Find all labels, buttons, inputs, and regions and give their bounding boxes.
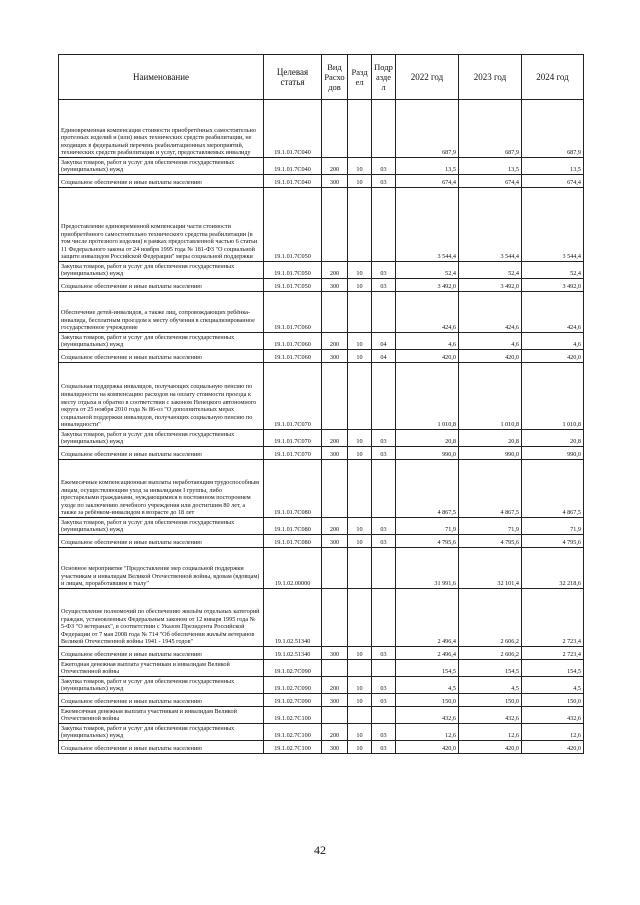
cell-2024: 4,6 xyxy=(522,333,584,350)
cell-section: 10 xyxy=(348,333,372,350)
cell-name: Основное мероприятие "Предоставление мер социальной поддержки участникам и инвалидам Великой Отечественной войны, вдовам (вдовцам) и лицам, проработавшим в тылу" xyxy=(59,548,264,589)
cell-name: Единовременная компенсация стоимости приобретённых самостоятельно протезных изделий и (или) иных технических средств реабилитации, не входящих в федеральный перечень реабилитационных мероприятий, технических средств реабилитации и услуг, предоставляемых инвалиду xyxy=(59,100,264,158)
cell-subsection: 03 xyxy=(372,677,396,694)
cell-2023: 687,9 xyxy=(459,100,522,158)
cell-section: 10 xyxy=(348,158,372,175)
cell-target: 19.1.02.7С100 xyxy=(264,724,322,741)
cell-target: 19.1.02.7С100 xyxy=(264,741,322,754)
table-row xyxy=(59,279,584,292)
cell-target: 19.1.01.7С080 xyxy=(264,518,322,535)
cell-2022: 2 496,4 xyxy=(396,647,459,660)
cell-expense-type xyxy=(322,589,348,647)
cell-2024: 432,6 xyxy=(522,707,584,724)
cell-2023: 1 010,8 xyxy=(459,363,522,430)
cell-section: 10 xyxy=(348,741,372,754)
cell-2022: 71,9 xyxy=(396,518,459,535)
cell-expense-type xyxy=(322,363,348,430)
table-row xyxy=(59,188,584,262)
cell-section: 10 xyxy=(348,694,372,707)
cell-2024: 13,5 xyxy=(522,158,584,175)
cell-subsection xyxy=(372,292,396,333)
cell-name: Закупка товаров, работ и услуг для обеспечения государственных (муниципальных) нужд xyxy=(59,262,264,279)
cell-name: Закупка товаров, работ и услуг для обеспечения государственных (муниципальных) нужд xyxy=(59,677,264,694)
cell-name: Осуществление полномочий по обеспечению жильём отдельных категорий граждан, установленных Федеральным законом от 12 января 1995 года № 5-ФЗ "О ветеранах", в соответствии с Указом Президента Российской Федерации от 7 мая 2008 года № 714 "Об обеспечении жильём ветеранов Великой Отечественной войны 1941 - 1945 годов" xyxy=(59,589,264,647)
cell-target: 19.1.02.00000 xyxy=(264,548,322,589)
cell-2024: 2 723,4 xyxy=(522,647,584,660)
cell-name: Ежемесячная денежная выплата участникам и инвалидам Великой Отечественной войны xyxy=(59,707,264,724)
cell-target: 19.1.01.7С050 xyxy=(264,262,322,279)
cell-2022: 990,0 xyxy=(396,447,459,460)
cell-subsection xyxy=(372,460,396,518)
cell-section xyxy=(348,460,372,518)
cell-2022: 3 544,4 xyxy=(396,188,459,262)
cell-2023: 32 101,4 xyxy=(459,548,522,589)
table-row xyxy=(59,694,584,707)
cell-2022: 420,0 xyxy=(396,350,459,363)
cell-name: Ежегодная денежная выплата участникам и инвалидам Великой Отечественной войны xyxy=(59,660,264,677)
page-number: 42 xyxy=(314,843,326,857)
cell-expense-type xyxy=(322,660,348,677)
cell-expense-type: 200 xyxy=(322,333,348,350)
table-row xyxy=(59,518,584,535)
cell-name: Обеспечение детей-инвалидов, а также лиц, сопровождающих ребёнка-инвалида, бесплатным проездом к месту обучения в специализированное государственное учреждение xyxy=(59,292,264,333)
cell-2022: 20,8 xyxy=(396,430,459,447)
cell-name: Социальное обеспечение и иные выплаты населению xyxy=(59,175,264,188)
cell-2022: 432,6 xyxy=(396,707,459,724)
cell-2024: 687,9 xyxy=(522,100,584,158)
cell-2023: 13,5 xyxy=(459,158,522,175)
cell-target: 19.1.01.7С080 xyxy=(264,460,322,518)
cell-2023: 420,0 xyxy=(459,741,522,754)
cell-subsection: 03 xyxy=(372,430,396,447)
cell-2024: 420,0 xyxy=(522,741,584,754)
cell-expense-type xyxy=(322,548,348,589)
cell-2022: 687,9 xyxy=(396,100,459,158)
cell-2022: 420,0 xyxy=(396,741,459,754)
cell-expense-type xyxy=(322,100,348,158)
cell-subsection: 03 xyxy=(372,262,396,279)
cell-2023: 674,4 xyxy=(459,175,522,188)
table-row xyxy=(59,460,584,518)
cell-subsection: 03 xyxy=(372,158,396,175)
cell-name: Предоставление единовременной компенсации части стоимости приобретённого самостоятельно технического средства реабилитации (в том числе протезного изделия) в рамках предоставленной частью 6 статьи 11 Федерального закона от 24 ноября 1995 года № 181-ФЗ "О социальной защите инвалидов Российской Федерации" меры социальной поддержки xyxy=(59,188,264,262)
header-target: Целевая статья xyxy=(264,55,322,100)
cell-2023: 12,6 xyxy=(459,724,522,741)
cell-2022: 4,6 xyxy=(396,333,459,350)
cell-2022: 1 010,8 xyxy=(396,363,459,430)
cell-2024: 32 218,6 xyxy=(522,548,584,589)
cell-2023: 4,5 xyxy=(459,677,522,694)
cell-2024: 4,5 xyxy=(522,677,584,694)
cell-section xyxy=(348,363,372,430)
cell-2022: 52,4 xyxy=(396,262,459,279)
cell-2022: 3 492,0 xyxy=(396,279,459,292)
cell-section xyxy=(348,548,372,589)
cell-section: 10 xyxy=(348,262,372,279)
cell-expense-type xyxy=(322,292,348,333)
header-2023: 2023 год xyxy=(459,55,522,100)
cell-expense-type: 200 xyxy=(322,262,348,279)
cell-subsection xyxy=(372,589,396,647)
cell-subsection: 03 xyxy=(372,647,396,660)
cell-2023: 154,5 xyxy=(459,660,522,677)
cell-section: 10 xyxy=(348,430,372,447)
cell-target: 19.1.01.7С080 xyxy=(264,535,322,548)
cell-2024: 3 544,4 xyxy=(522,188,584,262)
cell-name: Социальное обеспечение и иные выплаты населению xyxy=(59,694,264,707)
cell-section xyxy=(348,707,372,724)
cell-2022: 13,5 xyxy=(396,158,459,175)
cell-target: 19.1.02.7С090 xyxy=(264,677,322,694)
table-row xyxy=(59,535,584,548)
cell-2023: 3 544,4 xyxy=(459,188,522,262)
cell-expense-type: 200 xyxy=(322,724,348,741)
cell-section xyxy=(348,660,372,677)
table-row xyxy=(59,430,584,447)
cell-expense-type: 300 xyxy=(322,447,348,460)
cell-2024: 52,4 xyxy=(522,262,584,279)
cell-2023: 2 606,2 xyxy=(459,589,522,647)
table-row xyxy=(59,350,584,363)
cell-name: Социальное обеспечение и иные выплаты населению xyxy=(59,447,264,460)
cell-section xyxy=(348,589,372,647)
cell-expense-type: 300 xyxy=(322,694,348,707)
table-row xyxy=(59,647,584,660)
cell-subsection xyxy=(372,188,396,262)
cell-section: 10 xyxy=(348,677,372,694)
cell-2024: 990,0 xyxy=(522,447,584,460)
cell-section xyxy=(348,292,372,333)
cell-target: 19.1.01.7С060 xyxy=(264,333,322,350)
cell-name: Социальное обеспечение и иные выплаты населению xyxy=(59,350,264,363)
cell-subsection xyxy=(372,363,396,430)
cell-name: Закупка товаров, работ и услуг для обеспечения государственных (муниципальных) нужд xyxy=(59,333,264,350)
table-row xyxy=(59,292,584,333)
cell-expense-type: 200 xyxy=(322,158,348,175)
cell-expense-type: 300 xyxy=(322,175,348,188)
cell-section: 10 xyxy=(348,518,372,535)
cell-target: 19.1.02.7С100 xyxy=(264,707,322,724)
cell-expense-type: 200 xyxy=(322,518,348,535)
cell-target: 19.1.01.7С070 xyxy=(264,430,322,447)
cell-2024: 4 795,6 xyxy=(522,535,584,548)
cell-subsection: 03 xyxy=(372,175,396,188)
cell-name: Социальное обеспечение и иные выплаты населению xyxy=(59,279,264,292)
cell-section: 10 xyxy=(348,535,372,548)
cell-expense-type: 200 xyxy=(322,430,348,447)
cell-name: Социальное обеспечение и иные выплаты населению xyxy=(59,741,264,754)
cell-expense-type: 300 xyxy=(322,350,348,363)
cell-name: Ежемесячные компенсационные выплаты неработающим трудоспособным лицам, осуществляющим уход за инвалидами I группы, либо престарелыми гражданами, нуждающимися в постоянном постороннем уходе по заключению лечебного учреждения или достигшим 80 лет, а также за ребёнком-инвалидом в возрасте до 18 лет xyxy=(59,460,264,518)
cell-target: 19.1.01.7С060 xyxy=(264,350,322,363)
cell-target: 19.1.01.7С050 xyxy=(264,279,322,292)
cell-target: 19.1.02.51340 xyxy=(264,647,322,660)
cell-2023: 990,0 xyxy=(459,447,522,460)
cell-target: 19.1.01.7С040 xyxy=(264,175,322,188)
cell-2022: 2 496,4 xyxy=(396,589,459,647)
table-row xyxy=(59,100,584,158)
table-row xyxy=(59,589,584,647)
cell-2023: 4 867,5 xyxy=(459,460,522,518)
cell-section: 10 xyxy=(348,279,372,292)
header-section: Разд ел xyxy=(348,55,372,100)
table-row xyxy=(59,548,584,589)
cell-expense-type xyxy=(322,188,348,262)
cell-2023: 424,6 xyxy=(459,292,522,333)
cell-name: Закупка товаров, работ и услуг для обеспечения государственных (муниципальных) нужд xyxy=(59,430,264,447)
cell-2022: 4 795,6 xyxy=(396,535,459,548)
cell-subsection: 03 xyxy=(372,518,396,535)
header-2022: 2022 год xyxy=(396,55,459,100)
cell-target: 19.1.01.7С040 xyxy=(264,100,322,158)
cell-2023: 4 795,6 xyxy=(459,535,522,548)
cell-2023: 2 606,2 xyxy=(459,647,522,660)
cell-2024: 4 867,5 xyxy=(522,460,584,518)
cell-2024: 420,0 xyxy=(522,350,584,363)
cell-2022: 150,0 xyxy=(396,694,459,707)
cell-2024: 20,8 xyxy=(522,430,584,447)
table-body xyxy=(59,100,584,754)
cell-target: 19.1.01.7С070 xyxy=(264,363,322,430)
cell-2023: 432,6 xyxy=(459,707,522,724)
cell-2024: 424,6 xyxy=(522,292,584,333)
table-row xyxy=(59,707,584,724)
cell-target: 19.1.02.7С090 xyxy=(264,694,322,707)
table-row xyxy=(59,363,584,430)
header-name: Наименование xyxy=(59,55,264,100)
cell-subsection xyxy=(372,660,396,677)
cell-name: Социальная поддержка инвалидов, получающих социальную пенсию по инвалидности на компенсацию расходов на оплату стоимости проезда к месту отдыха и обратно в соответствии с законом Ненецкого автономного округа от 25 ноября 2010 года № 86-оз "О дополнительных мерах социальной поддержки инвалидов, получающих социальную пенсию по инвалидности" xyxy=(59,363,264,430)
table-row xyxy=(59,447,584,460)
cell-section xyxy=(348,100,372,158)
table-row xyxy=(59,333,584,350)
cell-section: 10 xyxy=(348,447,372,460)
table-row xyxy=(59,660,584,677)
cell-subsection: 03 xyxy=(372,694,396,707)
cell-subsection: 03 xyxy=(372,535,396,548)
cell-subsection: 03 xyxy=(372,447,396,460)
header-2024: 2024 год xyxy=(522,55,584,100)
cell-2024: 154,5 xyxy=(522,660,584,677)
cell-expense-type: 300 xyxy=(322,647,348,660)
cell-target: 19.1.01.7С040 xyxy=(264,158,322,175)
cell-2023: 71,9 xyxy=(459,518,522,535)
cell-name: Социальное обеспечение и иные выплаты населению xyxy=(59,647,264,660)
cell-section: 10 xyxy=(348,647,372,660)
cell-name: Социальное обеспечение и иные выплаты населению xyxy=(59,535,264,548)
cell-2022: 674,4 xyxy=(396,175,459,188)
cell-subsection xyxy=(372,100,396,158)
cell-2023: 4,6 xyxy=(459,333,522,350)
cell-target: 19.1.02.7С090 xyxy=(264,660,322,677)
cell-2022: 154,5 xyxy=(396,660,459,677)
cell-section: 10 xyxy=(348,724,372,741)
cell-subsection: 04 xyxy=(372,333,396,350)
cell-target: 19.1.01.7С050 xyxy=(264,188,322,262)
cell-2024: 3 492,0 xyxy=(522,279,584,292)
cell-2022: 4 867,5 xyxy=(396,460,459,518)
cell-2024: 150,0 xyxy=(522,694,584,707)
cell-subsection xyxy=(372,707,396,724)
cell-2024: 1 010,8 xyxy=(522,363,584,430)
cell-2023: 150,0 xyxy=(459,694,522,707)
header-subsection: Подр азде л xyxy=(372,55,396,100)
table-row xyxy=(59,262,584,279)
table-row xyxy=(59,741,584,754)
cell-2024: 674,4 xyxy=(522,175,584,188)
cell-2022: 31 991,6 xyxy=(396,548,459,589)
cell-2024: 2 723,4 xyxy=(522,589,584,647)
table-row xyxy=(59,724,584,741)
cell-expense-type: 300 xyxy=(322,279,348,292)
cell-2023: 52,4 xyxy=(459,262,522,279)
table-row xyxy=(59,158,584,175)
table-row xyxy=(59,677,584,694)
cell-name: Закупка товаров, работ и услуг для обеспечения государственных (муниципальных) нужд xyxy=(59,724,264,741)
cell-expense-type: 200 xyxy=(322,677,348,694)
cell-expense-type xyxy=(322,707,348,724)
cell-2023: 20,8 xyxy=(459,430,522,447)
cell-2022: 12,6 xyxy=(396,724,459,741)
header-expense-type: Вид Расхо дов xyxy=(322,55,348,100)
cell-subsection: 04 xyxy=(372,350,396,363)
cell-subsection: 03 xyxy=(372,279,396,292)
cell-section xyxy=(348,188,372,262)
cell-subsection: 03 xyxy=(372,724,396,741)
cell-2022: 4,5 xyxy=(396,677,459,694)
cell-expense-type: 300 xyxy=(322,535,348,548)
cell-2024: 12,6 xyxy=(522,724,584,741)
cell-2023: 3 492,0 xyxy=(459,279,522,292)
cell-expense-type: 300 xyxy=(322,741,348,754)
table-row xyxy=(59,175,584,188)
cell-2022: 424,6 xyxy=(396,292,459,333)
cell-subsection: 03 xyxy=(372,741,396,754)
cell-2024: 71,9 xyxy=(522,518,584,535)
budget-table xyxy=(58,54,584,754)
cell-target: 19.1.01.7С060 xyxy=(264,292,322,333)
table-header-row xyxy=(59,55,584,100)
cell-subsection xyxy=(372,548,396,589)
cell-target: 19.1.01.7С070 xyxy=(264,447,322,460)
cell-2023: 420,0 xyxy=(459,350,522,363)
cell-name: Закупка товаров, работ и услуг для обеспечения государственных (муниципальных) нужд xyxy=(59,158,264,175)
cell-section: 10 xyxy=(348,175,372,188)
cell-target: 19.1.02.51340 xyxy=(264,589,322,647)
cell-name: Закупка товаров, работ и услуг для обеспечения государственных (муниципальных) нужд xyxy=(59,518,264,535)
cell-section: 10 xyxy=(348,350,372,363)
cell-expense-type xyxy=(322,460,348,518)
